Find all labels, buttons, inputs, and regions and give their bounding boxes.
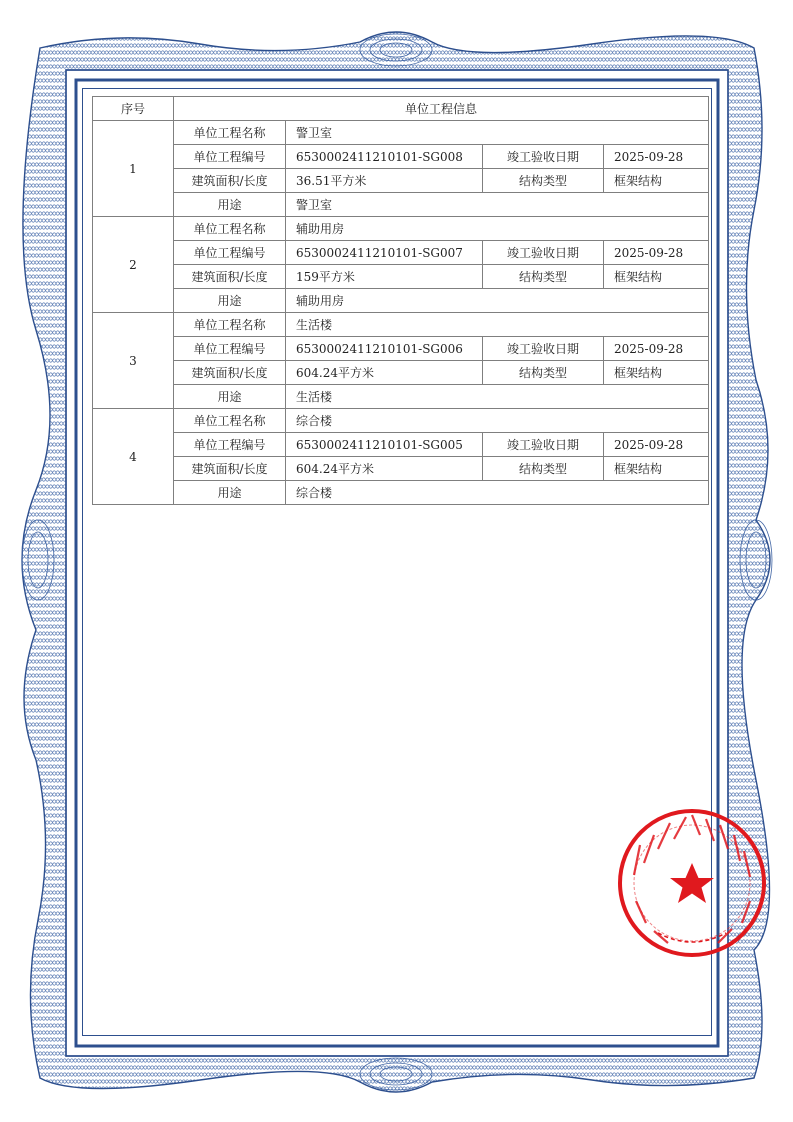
label-code: 单位工程编号 <box>174 433 286 457</box>
label-structure-type: 结构类型 <box>483 361 604 385</box>
value-structure-type: 框架结构 <box>604 265 709 289</box>
label-name: 单位工程名称 <box>174 121 286 145</box>
official-seal <box>614 805 770 961</box>
header-seq: 序号 <box>93 97 174 121</box>
value-code: 6530002411210101-SG007 <box>286 241 483 265</box>
label-acceptance-date: 竣工验收日期 <box>483 433 604 457</box>
table-row <box>93 313 709 337</box>
header-info: 单位工程信息 <box>174 97 709 121</box>
table-row <box>93 433 709 457</box>
table-row <box>93 169 709 193</box>
table-row <box>93 193 709 217</box>
label-area: 建筑面积/长度 <box>174 265 286 289</box>
value-area: 159平方米 <box>286 265 483 289</box>
value-area: 36.51平方米 <box>286 169 483 193</box>
value-usage: 生活楼 <box>286 385 709 409</box>
label-area: 建筑面积/长度 <box>174 361 286 385</box>
value-structure-type: 框架结构 <box>604 361 709 385</box>
value-area: 604.24平方米 <box>286 361 483 385</box>
seq-cell: 3 <box>93 313 174 409</box>
value-code: 6530002411210101-SG006 <box>286 337 483 361</box>
label-code: 单位工程编号 <box>174 337 286 361</box>
table-row <box>93 145 709 169</box>
label-acceptance-date: 竣工验收日期 <box>483 145 604 169</box>
label-structure-type: 结构类型 <box>483 265 604 289</box>
value-structure-type: 框架结构 <box>604 457 709 481</box>
table-row <box>93 409 709 433</box>
value-code: 6530002411210101-SG005 <box>286 433 483 457</box>
label-acceptance-date: 竣工验收日期 <box>483 337 604 361</box>
value-acceptance-date: 2025-09-28 <box>604 145 709 169</box>
value-structure-type: 框架结构 <box>604 169 709 193</box>
value-acceptance-date: 2025-09-28 <box>604 337 709 361</box>
label-usage: 用途 <box>174 481 286 505</box>
table-row <box>93 481 709 505</box>
label-name: 单位工程名称 <box>174 313 286 337</box>
value-area: 604.24平方米 <box>286 457 483 481</box>
seq-cell: 1 <box>93 121 174 217</box>
label-structure-type: 结构类型 <box>483 169 604 193</box>
value-usage: 辅助用房 <box>286 289 709 313</box>
value-acceptance-date: 2025-09-28 <box>604 241 709 265</box>
table-row <box>93 289 709 313</box>
value-code: 6530002411210101-SG008 <box>286 145 483 169</box>
red-star-icon <box>670 863 714 903</box>
label-name: 单位工程名称 <box>174 409 286 433</box>
value-acceptance-date: 2025-09-28 <box>604 433 709 457</box>
label-area: 建筑面积/长度 <box>174 457 286 481</box>
label-area: 建筑面积/长度 <box>174 169 286 193</box>
value-name: 警卫室 <box>286 121 709 145</box>
label-code: 单位工程编号 <box>174 241 286 265</box>
label-acceptance-date: 竣工验收日期 <box>483 241 604 265</box>
label-name: 单位工程名称 <box>174 217 286 241</box>
table-row <box>93 337 709 361</box>
value-usage: 警卫室 <box>286 193 709 217</box>
label-usage: 用途 <box>174 385 286 409</box>
table-row <box>93 265 709 289</box>
table-header-row <box>93 97 709 121</box>
label-code: 单位工程编号 <box>174 145 286 169</box>
value-name: 辅助用房 <box>286 217 709 241</box>
label-usage: 用途 <box>174 289 286 313</box>
table-row <box>93 241 709 265</box>
seq-cell: 2 <box>93 217 174 313</box>
seq-cell: 4 <box>93 409 174 505</box>
label-structure-type: 结构类型 <box>483 457 604 481</box>
label-usage: 用途 <box>174 193 286 217</box>
table-row <box>93 361 709 385</box>
table-row <box>93 217 709 241</box>
value-name: 综合楼 <box>286 409 709 433</box>
value-name: 生活楼 <box>286 313 709 337</box>
table-row <box>93 457 709 481</box>
table-row <box>93 121 709 145</box>
value-usage: 综合楼 <box>286 481 709 505</box>
table-row <box>93 385 709 409</box>
unit-project-table <box>92 96 709 505</box>
